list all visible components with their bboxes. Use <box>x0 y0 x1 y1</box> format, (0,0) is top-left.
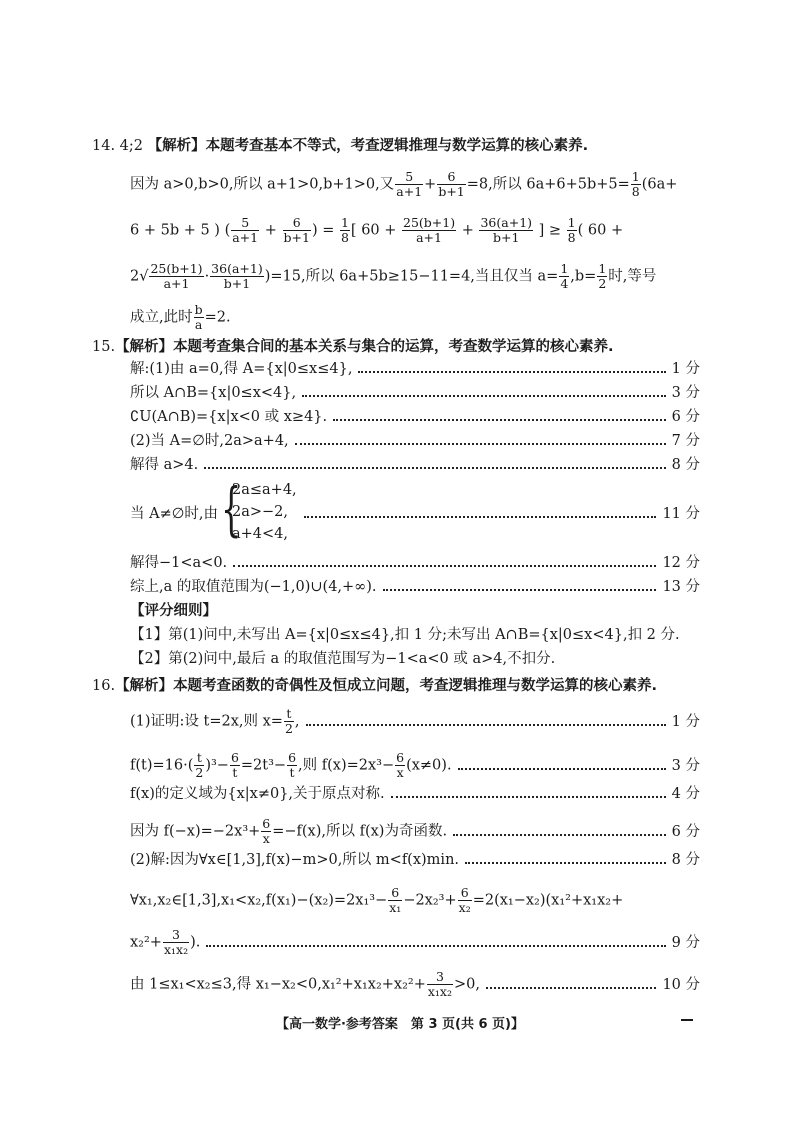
q16-step-1: (1)证明:设 t=2x,则 x= $\frac{t}{2}$ , 1 分 <box>130 706 700 736</box>
fraction: $\frac{25(b+1)}{a+1}$ <box>150 261 203 291</box>
q15-case-score: 11 分 <box>304 504 700 524</box>
q14-line-1: 因为 a>0,b>0,所以 a+1>0,b+1>0,又 $\frac{5}{a+1}$ + $\frac{6}{b+1}$ =8,所以 6a+6+5b+5= $\frac{1}{8}$ (6a+ <box>130 169 678 199</box>
fraction: $\frac{5}{a+1}$ <box>232 215 259 245</box>
q15-step-1: 解:(1)由 a=0,得 A={x|0≤x≤4}, 1 分 <box>130 361 700 377</box>
q14-title: 14. 4;2 【解析】本题考查基本不等式，考查逻辑推理与数学运算的核心素养. <box>92 138 589 154</box>
q15-step-4: (2)当 A=∅时,2a>a+4, 7 分 <box>130 433 700 449</box>
fraction: $\frac{6}{x}$ <box>396 750 405 780</box>
fraction: $\frac{6}{\text{x₂}}$ <box>458 885 471 915</box>
fraction: $\frac{3}{\text{x₁x₂}}$ <box>427 969 452 999</box>
fraction: $\frac{6}{b+1}$ <box>283 215 310 245</box>
q15-case-lead: 当 A≠∅时,由 <box>130 506 218 522</box>
fraction: $\frac{6}{\text{x₁}}$ <box>389 885 402 915</box>
left-brace: { <box>221 475 242 543</box>
fraction: $\frac{6}{b+1}$ <box>438 169 465 199</box>
q16-title: 16.【解析】本题考查函数的奇偶性及恒成立问题，考查逻辑推理与数学运算的核心素养. <box>92 678 658 694</box>
page-footer: 【高一数学·参考答案 第 3 页(共 6 页)】 <box>275 1017 525 1032</box>
fraction: $\frac{1}{4}$ <box>560 261 569 291</box>
q15-step-5: 解得 a>4. 8 分 <box>130 457 700 473</box>
q16-step-5: (2)解:因为∀x∈[1,3],f(x)−m>0,所以 m<f(x)min. 8 分 <box>130 852 700 868</box>
fraction: $\frac{1}{2}$ <box>598 261 607 291</box>
q16-step-6: ∀x₁,x₂∈[1,3],x₁<x₂,f(x₁)−(x₂)=2x₁³− $\frac{6}{\text{x₁}}$ −2x₂³+ $\frac{6}{\text{x₂}}$ =2(x₁−x₂)(x₁²+x₁x₂+ <box>130 885 624 915</box>
q15-step-7: 综上,a 的取值范围为(−1,0)∪(4,+∞). 13 分 <box>130 579 700 595</box>
fraction: $\frac{6}{x}$ <box>262 816 271 846</box>
q15-step-3: ∁U(A∩B)={x|x<0 或 x≥4}. 6 分 <box>130 409 700 425</box>
fraction: $\frac{25(b+1)}{a+1}$ <box>403 215 456 245</box>
q14-line-3: 2√ $\frac{25(b+1)}{a+1}$ · $\frac{36(a+1)}{b+1}$ )=15,所以 6a+5b≥15−11=4,当且仅当 a= $\frac{1}{4}$ ,b= $\frac{1}{2}$ 时,等号 <box>130 261 657 291</box>
fraction: $\frac{b}{a}$ <box>194 302 203 332</box>
q14-line-4: 成立,此时 $\frac{b}{a}$ =2. <box>130 302 231 332</box>
fraction: $\frac{1}{8}$ <box>567 215 576 245</box>
fraction: $\frac{5}{a+1}$ <box>396 169 423 199</box>
fraction: $\frac{1}{8}$ <box>631 169 640 199</box>
q15-title: 15.【解析】本题考查集合间的基本关系与集合的运算，考查数学运算的核心素养. <box>92 339 614 355</box>
fraction: $\frac{t}{2}$ <box>195 750 204 780</box>
q15-step-6: 解得−1<a<0. 12 分 <box>130 555 700 571</box>
q16-step-3: f(x)的定义域为{x|x≠0},关于原点对称. 4 分 <box>130 786 700 802</box>
fraction: $\frac{36(a+1)}{b+1}$ <box>480 215 533 245</box>
corner-mark <box>681 1019 693 1021</box>
fraction: $\frac{6}{t}$ <box>230 750 239 780</box>
q16-step-8: 由 1≤x₁<x₂≤3,得 x₁−x₂<0,x₁²+x₁x₂+x₂²+ $\frac{3}{\text{x₁x₂}}$ >0, 10 分 <box>130 969 700 999</box>
fraction: $\frac{6}{t}$ <box>288 750 297 780</box>
q16-step-7: x₂²+ $\frac{3}{\text{x₁x₂}}$ ). 9 分 <box>130 927 700 957</box>
fraction: $\frac{t}{2}$ <box>284 706 293 736</box>
q15-step-2: 所以 A∩B={x|0≤x<4}, 3 分 <box>130 385 700 401</box>
fraction: $\frac{3}{\text{x₁x₂}}$ <box>163 927 189 957</box>
fraction: $\frac{36(a+1)}{b+1}$ <box>211 261 263 291</box>
q16-step-2: f(t)=16·( $\frac{t}{2}$ )³− $\frac{6}{t}$ =2t³− $\frac{6}{t}$ ,则 f(x)=2x³− $\frac{6}{x}$ (x≠0). 3 分 <box>130 750 700 780</box>
rubric-item-1: 【1】第(1)问中,未写出 A={x|0≤x≤4},扣 1 分;未写出 A∩B={x|0≤x<4},扣 2 分. <box>130 627 680 643</box>
q16-step-4: 因为 f(−x)=−2x³+ $\frac{6}{x}$ =−f(x),所以 f(x)为奇函数. 6 分 <box>130 816 700 846</box>
inequality-system: 2a≤a+4, 2a>−2, a+4<4, <box>232 482 297 542</box>
q14-line-2: 6 + 5b + 5 ) ( $\frac{5}{a+1}$ + $\frac{6}{b+1}$ ) = $\frac{1}{8}$ [ 60 + $\frac{25(b+1)}{a+1}$ + $\frac{36(a+1)}{b+1}$ ] ≥ $\frac{1}{8}$ ( 60 + <box>130 215 624 245</box>
rubric-item-2: 【2】第(2)问中,最后 a 的取值范围写为−1<a<0 或 a>4,不扣分. <box>130 651 556 667</box>
fraction: $\frac{1}{8}$ <box>340 215 349 245</box>
rubric-title: 【评分细则】 <box>130 603 217 619</box>
